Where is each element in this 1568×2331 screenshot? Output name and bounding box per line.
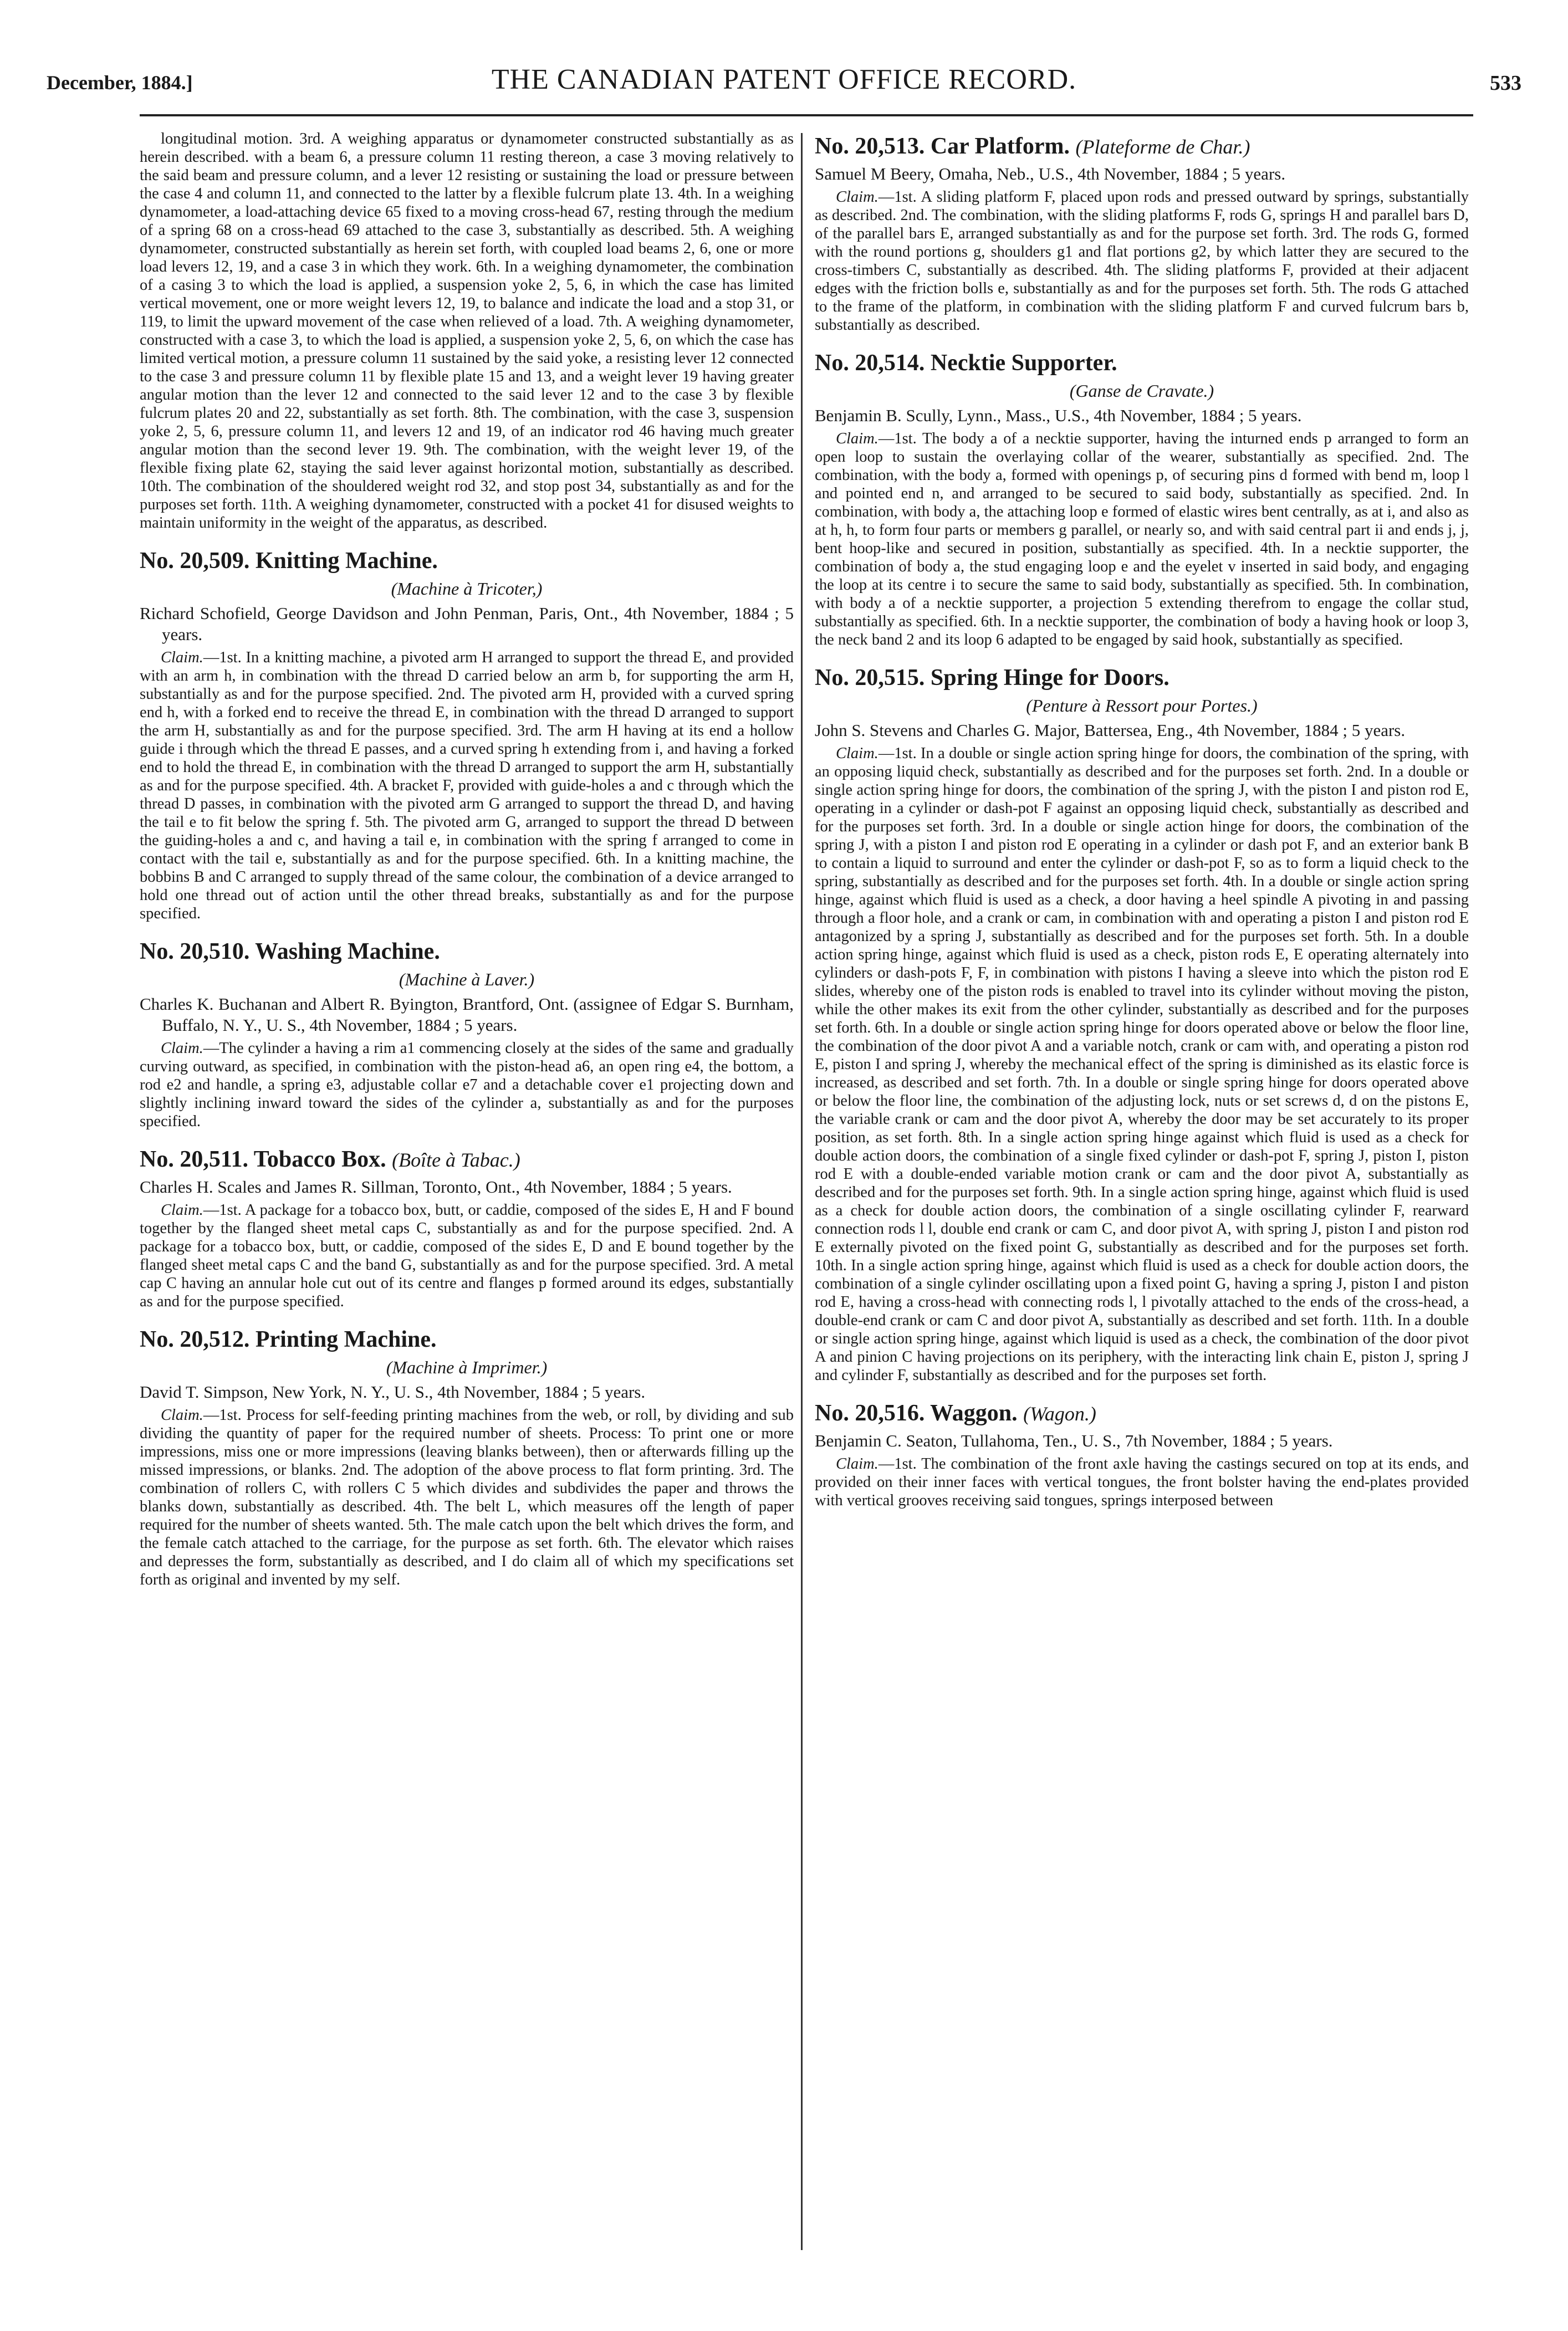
- patent-title: Necktie Supporter.: [930, 350, 1117, 376]
- patent-entry-20512: [140, 1325, 794, 1589]
- patent-claim: [815, 188, 1469, 334]
- patent-number: No. 20,515.: [815, 665, 925, 691]
- patent-inventors: Richard Schofield, George Davidson and John Penman, Paris, Ont., 4th November, 1884 ; 5 years.: [140, 604, 794, 644]
- patent-number: No. 20,509.: [140, 548, 250, 574]
- patent-heading: [140, 1325, 794, 1354]
- patent-number: No. 20,516.: [815, 1400, 925, 1426]
- patent-inventors: Benjamin C. Seaton, Tullahoma, Ten., U. S., 7th November, 1884 ; 5 years.: [815, 1431, 1333, 1450]
- patent-claim: [140, 1039, 794, 1131]
- patent-title: Car Platform.: [930, 134, 1070, 159]
- patent-entry-20510: [140, 937, 794, 1131]
- patent-title: Spring Hinge for Doors.: [930, 665, 1169, 691]
- column-divider: [801, 133, 803, 2250]
- header-title: THE CANADIAN PATENT OFFICE RECORD.: [491, 64, 1077, 95]
- patent-heading: [140, 1145, 794, 1174]
- claim-label: Claim.: [836, 430, 879, 447]
- patent-heading: [815, 1399, 1469, 1428]
- claim-text: —1st. In a double or single action spring hinge for doors, the combination of the spring, with an opposing liquid check, substantially as described and for the purposes set forth. 2nd. In a double or single action spring hinge for doors, the combination of the spring J, with the piston I and piston rod E, operating in a cylinder or dash-pot F against an opposing liquid check, substantially as described and for the purposes set forth. 3rd. In a double or single action hinge for doors, the combination of the spring J, with a piston I and piston rod E operating in a cylinder or dash pot F, and an exterior bank B to contain a liquid to surround and enter the cylinder or dash-pot F, so as to form a liquid check to the spring, substantially as described and for the purposes set forth. 4th. In a double or single action spring hinge, against which fluid is used as a check, a door having a heel spindle A pivoting in and passing through a floor hole, and a crank or cam, in combination with and operating a piston I and piston rod E antagonized by a spring J, substantially as described and for the purposes set forth. 5th. In a double action spring hinge, against which fluid is used as a check, piston rods E, E operating alternately into cylinders or dash-pots F, F, in combination with pistons I having a sleeve into which the piston rod E slides, whereby one of the piston rods is enabled to travel into its cylinder without moving the piston, while the other makes its exit from the other cylinder, substantially as described and for the purposes set forth. 6th. In a double or single action spring hinge for doors operated above or below the floor line, the combination of the door pivot A and a variable notch, crank or cam with, and operating a piston rod E, piston I and spring J, whereby the mechanical effect of the spring is diminished as its elastic force is increased, as described and set forth. 7th. In a double or single spring hinge for doors operated above or below the floor line, the combination of the adjusting lock, nuts or set screws d, d on the pistons E, the variable crank or cam and the door pivot A, whereby the door may be set accurately to its proper position, as set forth. 8th. In a single action spring hinge against which fluid is used as a check for double action doors, the combination of a single fixed cylinder or dash-pot F, spring J, piston I, piston rod E with a double-ended variable motion crank or cam and the door pivot A, substantially as described and for the purposes set forth. 9th. In a single action spring hinge, against which fluid is used as a check for double action doors, the combination of a single oscillating cylinder F, rearward connection rods l l, double end crank or cam C, and door pivot A, with spring J, piston I and piston rod E externally pivoted on the fixed point G, substantially as described and for the purposes set forth. 10th. In a single action spring hinge, against which fluid is used as a check for double action doors, the combination of a single cylinder oscillating upon a fixed point G, having a spring J, piston I and piston rod E, having a cross-head with connecting rods l, l pivotally attached to the ends of the cross-head, a double-end crank or cam C and door pivot A, substantially as described and set forth. 11th. In a double or single action spring hinge, against which liquid is used as a check, the combination of the door pivot A and pinion C having projections on its periphery, with the interacting link chain E, piston J, spring J and cylinder F, substantially as described and for the purposes set forth.: [815, 745, 1469, 1384]
- patent-entry-20509: [140, 546, 794, 923]
- patent-inventors: Benjamin B. Scully, Lynn., Mass., U.S., 4th November, 1884 ; 5 years.: [815, 406, 1302, 425]
- patent-inventors: John S. Stevens and Charles G. Major, Battersea, Eng., 4th November, 1884 ; 5 years.: [815, 720, 1406, 740]
- patent-title: Waggon.: [930, 1400, 1018, 1426]
- patent-number: No. 20,512.: [140, 1327, 250, 1352]
- claim-label: Claim.: [161, 1407, 203, 1424]
- patent-claim: [815, 1455, 1469, 1510]
- claim-label: Claim.: [836, 188, 879, 206]
- patent-heading: [815, 132, 1469, 161]
- patent-french-title: (Boîte à Tabac.): [392, 1149, 520, 1171]
- patent-claim: [140, 1406, 794, 1589]
- claim-label: Claim.: [161, 1202, 203, 1219]
- patent-inventors: David T. Simpson, New York, N. Y., U. S., 4th November, 1884 ; 5 years.: [140, 1382, 646, 1402]
- patent-title: Printing Machine.: [255, 1327, 437, 1352]
- continued-claim-text: longitudinal motion. 3rd. A weighing apparatus or dynamometer constructed substantially as as herein described. with a beam 6, a pressure column 11 resting thereon, a case 3 moving relatively to the said beam and pressure column, and a lever 12 resisting or sustaining the load or pressure between the case 4 and column 11, and connected to the latter by a flexible fulcrum plate 13. 4th. In a weighing dynamometer, a load-attaching device 65 fixed to a moving cross-head 67, resting through the medium of a spring 68 on a cross-head 69 attached to the case 3, substantially as described. 5th. A weighing dynamometer, constructed substantially as herein set forth, with coupled load beams 2, 6, one or more load levers 12, 19, and a case 3 in which they work. 6th. In a weighing dynamometer, the combination of a casing 3 to which the load is applied, a suspension yoke 2, 5, 6, in which the case has limited vertical movement, one or more weight levers 12, 19, to balance and indicate the load and a stop 31, or 119, to limit the upward movement of the case when relieved of a load. 7th. A weighing dynamometer, constructed with a case 3, to which the load is applied, a suspension yoke 2, 5, 6, on which the case has limited vertical motion, a pressure column 11 sustained by the said yoke, a resisting lever 12 connected to the case 3 and pressure column 11 by flexible plate 15 and 13, and a weight lever 19 having greater angular motion than the lever 12 and connected to the said lever 12 and to the case 3 by flexible fulcrum plates 20 and 22, substantially as set forth. 8th. The combination, with the case 3, suspension yoke 2, 5, 6, pressure column 11, and levers 12 and 19, of an indicator rod 46 having much greater angular motion than the second lever 19. 9th. The combination, with the weight lever 19, of the flexible fixing plate 62, staying the said lever against horizontal motion, substantially as described. 10th. The combination of the shouldered weight rod 32, and stop post 34, substantially as and for the purposes set forth. 11th. A weighing dynamometer, constructed with a pocket 41 for disused weights to maintain uniformity in the weight of the apparatus, as described.: [140, 130, 794, 531]
- patent-inventors: Samuel M Beery, Omaha, Neb., U.S., 4th November, 1884 ; 5 years.: [815, 164, 1286, 183]
- patent-entry-20511: [140, 1145, 794, 1311]
- patent-french-title: (Plateforme de Char.): [1075, 136, 1250, 158]
- patent-number: No. 20,511.: [140, 1147, 249, 1172]
- patent-entry-20515: [815, 663, 1469, 1384]
- claim-text: —1st. The combination of the front axle having the castings secured on top at its ends, and provided on their inner faces with vertical tongues, the front bolster having the end-plates provided with vertical grooves receiving said tongues, springs interposed between: [815, 1455, 1469, 1509]
- patent-heading: [140, 546, 794, 575]
- header-rule: [140, 114, 1473, 116]
- claim-text: —The cylinder a having a rim a1 commencing closely at the sides of the same and gradually curving outward, as specified, in combination with the piston-head a6, an open ring e4, the bottom, a rod e2 and handle, a spring e3, adjustable collar e7 and a detachable cover e1 projecting down and slightly inclining inward toward the sides of the cylinder a, substantially as and for the purposes specified.: [140, 1040, 794, 1130]
- header-date: December, 1884.]: [47, 71, 193, 94]
- patent-claim: [140, 648, 794, 923]
- patent-number: No. 20,513.: [815, 134, 925, 159]
- page-number: 533: [1490, 71, 1521, 95]
- patent-title: Tobacco Box.: [253, 1147, 386, 1172]
- claim-text: —1st. The body a of a necktie supporter, having the inturned ends p arranged to form an open loop to sustain the overlaying collar of the wearer, substantially as specified. 2nd. The combination, with the body a, formed with openings p, of securing pins d formed with bend m, loop l and pointed end n, and arranged to be secured to said body, substantially as specified. 2nd. In combination, with body a, the attaching loop e formed of elastic wires bent centrally, as at i, and also as at h, h, to form four parts or members g parallel, or nearly so, and with said central part ii and ends j, j, bent hoop-like and secured in position, substantially as specified. 4th. In a necktie supporter, the combination of body a, the stud engaging loop e and the eyelet v inserted in said body, and engaging the loop at its centre i to secure the same to said body, substantially as specified. 5th. In combination, with body a of a necktie supporter, a projection 5 extending therefrom to engage the collar stud, substantially as specified. 6th. In a necktie supporter, the combination of body a having hook or loop 3, the neck band 2 and its loop 6 adapted to be engaged by said hook, substantially as specified.: [815, 430, 1469, 648]
- patent-french-title: (Machine à Imprimer.): [386, 1357, 548, 1377]
- patent-number: No. 20,514.: [815, 350, 925, 376]
- claim-text: —1st. Process for self-feeding printing machines from the web, or roll, by dividing and sub dividing the quantity of paper for the required number of sheets. Process: To print one or more impressions, miss one or more impressions (leaving blanks between), then or afterwards filling up the missed impressions, or blanks. 2nd. The adoption of the above process to flat form printing. 3rd. The combination of rollers C, with rollers C 5 which divides and subdivides the paper and throws the blanks down, substantially as described. 4th. The belt L, which measures off the length of paper required for the number of sheets wanted. 5th. The male catch upon the belt which drives the form, and the female catch attached to the carriage, for the purpose as set forth. 6th. The elevator which raises and depresses the form, substantially as described, and I do claim all of which my specifications set forth as original and invented by my self.: [140, 1407, 794, 1588]
- patent-french-title: (Ganse de Cravate.): [1069, 381, 1214, 401]
- patent-heading: [815, 663, 1469, 692]
- claim-label: Claim.: [161, 1040, 203, 1057]
- right-column: [815, 130, 1469, 2269]
- patent-inventors: Charles H. Scales and James R. Sillman, Toronto, Ont., 4th November, 1884 ; 5 years.: [140, 1177, 732, 1197]
- patent-heading: [815, 349, 1469, 377]
- patent-heading: [140, 937, 794, 966]
- patent-french-title: (Machine à Tricoter,): [391, 579, 543, 599]
- patent-claim: [815, 430, 1469, 649]
- patent-claim: [815, 744, 1469, 1384]
- claim-label: Claim.: [836, 745, 879, 762]
- patent-french-title: (Machine à Laver.): [399, 969, 535, 989]
- left-column: [140, 130, 794, 2269]
- claim-text: —1st. In a knitting machine, a pivoted arm H arranged to support the thread E, and provided with an arm h, in combination with the thread D carried below an arm b, for supporting the arm H, substantially as and for the purpose specified. 2nd. The pivoted arm H, provided with a curved spring end h, with a forked end to receive the thread E, in combination with the thread D arranged to support the arm H, substantially as and for the purpose specified. 3rd. The arm H having at its end a hollow guide i through which the thread E passes, and a curved spring h extending from i, and having a forked end to hold the thread E, in combination with the thread D arranged to support the arm H, substantially as and for the purpose specified. 4th. A bracket F, provided with guide-holes a and c through which the thread D passes, in combination with the pivoted arm G arranged to support the thread D, and having the tail e to fit below the spring f. 5th. The pivoted arm G, arranged to support the thread D between the guiding-holes a and c, and having a tail e, in combination with the spring f arranged to come in contact with the tail e, substantially as and for the purpose specified. 6th. In a knitting machine, the bobbins B and C arranged to supply thread of the same colour, the combination of a device arranged to hold one thread out of action until the other thread breaks, substantially as and for the purpose specified.: [140, 649, 794, 922]
- patent-entry-20514: [815, 349, 1469, 649]
- patent-claim: [140, 1201, 794, 1311]
- patent-french-title: (Penture à Ressort pour Portes.): [1026, 696, 1258, 715]
- patent-french-title: (Wagon.): [1023, 1403, 1096, 1425]
- patent-number: No. 20,510.: [140, 939, 250, 964]
- claim-text: —1st. A sliding platform F, placed upon rods and pressed outward by springs, substantially as described. 2nd. The combination, with the sliding platforms F, rods G, springs H and parallel bars D, of the parallel bars E, arranged substantially as and for the purpose set forth. 3rd. The rods G, formed with the round portions g, shoulders g1 and flat portions g2, by which latter they are secured to the cross-timbers C, substantially as described. 4th. The sliding platforms F, provided at their adjacent edges with the friction bolls e, substantially as and for the purposes set forth. 5th. The rods G attached to the frame of the platform, in combination with the sliding platform F and curved fulcrum bars b, substantially as described.: [815, 188, 1469, 334]
- patent-entry-20513: [815, 132, 1469, 334]
- running-header: [47, 60, 1521, 104]
- patent-inventors: Charles K. Buchanan and Albert R. Byington, Brantford, Ont. (assignee of Edgar S. Burnham, Buffalo, N. Y., U. S., 4th November, 1884 ; 5 years.: [140, 994, 794, 1035]
- patent-title: Knitting Machine.: [255, 548, 438, 574]
- patent-entry-20516: [815, 1399, 1469, 1510]
- claim-label: Claim.: [836, 1455, 879, 1473]
- claim-text: —1st. A package for a tobacco box, butt, or caddie, composed of the sides E, H and F bound together by the flanged sheet metal caps C, substantially as and for the purpose specified. 2nd. A package for a tobacco box, butt, or caddie, composed of the sides E, D and E bound together by the flanged sheet metal caps C and the band G, substantially as and for the purpose specified. 3rd. A metal cap C having an annular hole cut out of its centre and flanges p formed around its edges, substantially as and for the purpose specified.: [140, 1202, 794, 1310]
- patent-title: Washing Machine.: [255, 939, 440, 964]
- claim-label: Claim.: [161, 649, 203, 666]
